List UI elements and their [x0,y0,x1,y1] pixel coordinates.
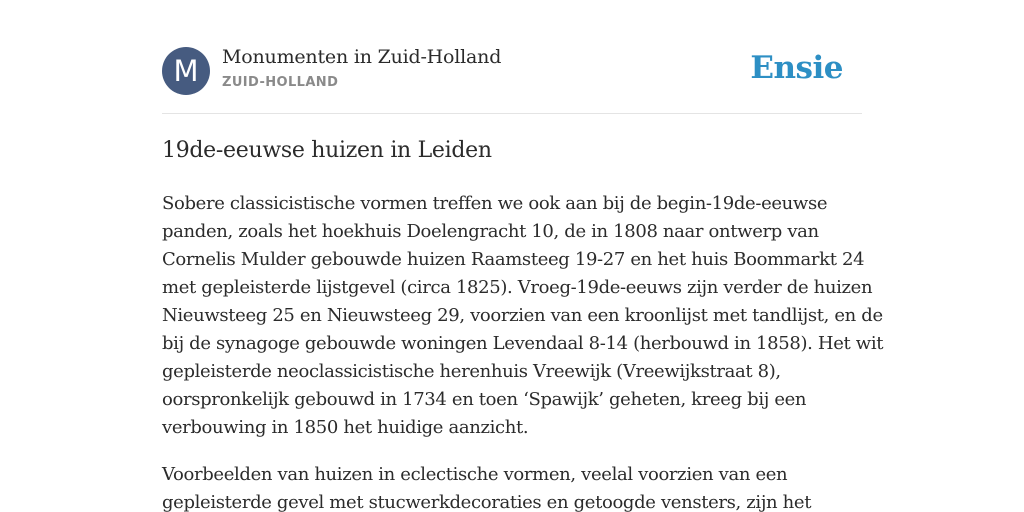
text-line: met gepleisterde lijstgevel (circa 1825). Vroeg-19de-eeuws zijn verder de huizen [162,277,873,298]
brand-logo[interactable]: Ensie [750,50,843,86]
text-line: Nieuwsteeg 25 en Nieuwsteeg 29, voorzien van een kroonlijst met tandlijst, en de [162,305,883,326]
text-line: bij de synagoge gebouwde woningen Levendaal 8-14 (herbouwd in 1858). Het wit [162,333,884,354]
text-line: verbouwing in 1850 het huidige aanzicht. [162,417,529,438]
text-line: gepleisterde neoclassicistische herenhuis Vreewijk (Vreewijkstraat 8), [162,361,781,382]
article-paragraph-2 [162,461,862,512]
article-title: 19de-eeuwse huizen in Leiden [162,138,492,163]
text-line: Sobere classicistische vormen treffen we ook aan bij de begin-19de-eeuwse [162,193,828,214]
article-paragraph-1 [162,190,884,442]
source-subtitle: ZUID-HOLLAND [222,75,339,90]
source-title[interactable]: Monumenten in Zuid-Holland [222,46,502,68]
text-line: panden, zoals het hoekhuis Doelengracht 10, de in 1808 naar ontwerp van [162,221,819,242]
text-line: gepleisterde gevel met stucwerkdecoraties en getoogde vensters, zijn het [162,492,812,512]
text-line: oorspronkelijk gebouwd in 1734 en toen ‘Spawijk’ geheten, kreeg bij een [162,389,807,410]
avatar[interactable]: M [162,47,210,95]
source-header [162,46,862,96]
text-line: Voorbeelden van huizen in eclectische vormen, veelal voorzien van een [162,464,788,485]
text-line: Cornelis Mulder gebouwde huizen Raamsteeg 19-27 en het huis Boommarkt 24 [162,249,865,270]
header-divider [162,113,862,114]
